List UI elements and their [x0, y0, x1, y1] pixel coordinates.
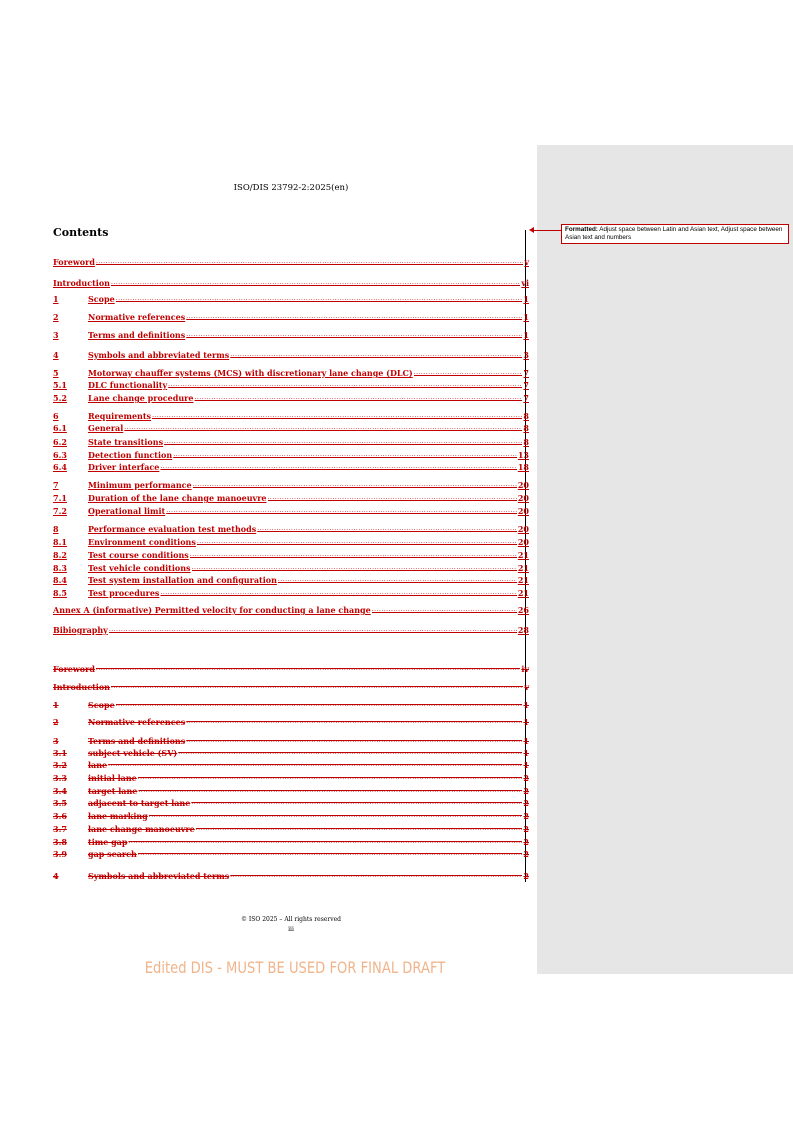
toc-entry-number: 6.4: [53, 462, 67, 472]
comment-arrow-icon: [529, 227, 534, 233]
toc-entry-label: Bibiography: [53, 625, 108, 635]
toc-entry-number: 3.5: [53, 798, 67, 808]
comment-text: Adjust space between Latin and Asian text, Adjust space between Asian text and numbers: [565, 226, 783, 241]
toc-entry-page: 7: [523, 368, 529, 378]
toc-entry-label: Symbols and abbreviated terms: [88, 871, 230, 881]
toc-entry-number: 1: [53, 700, 59, 710]
document-id-header: ISO/DIS 23792-2:2025(en): [233, 183, 349, 193]
toc-leader-dots: [230, 350, 522, 360]
toc-entry-page: iv: [521, 664, 529, 674]
toc-leader-dots: [193, 480, 517, 490]
toc-leader-dots: [164, 437, 522, 447]
toc-entry-number: 8.2: [53, 550, 67, 560]
toc-entry-number: 2: [53, 312, 59, 322]
toc-entry-number: 3: [53, 736, 59, 746]
toc-entry-page: 7: [523, 380, 529, 390]
toc-entry-label: Normative references: [88, 312, 186, 322]
toc-leader-dots: [196, 824, 523, 834]
toc-leader-dots: [111, 682, 523, 692]
toc-entry-label: Requirements: [88, 411, 152, 421]
toc-entry-page: 26: [517, 605, 529, 615]
toc-entry-number: 7.2: [53, 506, 67, 516]
toc-entry-number: 3.7: [53, 824, 67, 834]
toc-leader-dots: [124, 423, 522, 433]
toc-entry-number: 3.2: [53, 760, 67, 770]
toc-entry[interactable]: [53, 449, 529, 460]
toc-deleted-entry[interactable]: [53, 663, 529, 674]
toc-deleted-entry[interactable]: [53, 747, 529, 758]
toc-entry-label: Introduction: [53, 278, 110, 288]
toc-entry-label: Scope: [88, 294, 115, 304]
toc-entry[interactable]: [53, 587, 529, 598]
toc-leader-dots: [178, 748, 522, 758]
toc-entry-page: 1: [523, 312, 529, 322]
toc-entry-label: Scope: [88, 700, 115, 710]
toc-entry-number: 3.9: [53, 849, 67, 859]
toc-entry-page: v: [524, 257, 529, 267]
toc-entry[interactable]: [53, 392, 529, 403]
comment-pane: [537, 145, 793, 974]
toc-leader-dots: [128, 837, 522, 847]
toc-entry-number: 8.1: [53, 537, 67, 547]
toc-entry[interactable]: [53, 549, 529, 560]
toc-leader-dots: [152, 411, 522, 421]
toc-entry[interactable]: [53, 329, 529, 340]
toc-entry-label: Minimum performance: [88, 480, 192, 490]
toc-entry-page: 21: [517, 563, 529, 573]
toc-entry[interactable]: [53, 536, 529, 547]
toc-leader-dots: [192, 563, 517, 573]
toc-leader-dots: [197, 537, 517, 547]
toc-entry-label: target lane: [88, 786, 138, 796]
toc-deleted-entry[interactable]: [53, 716, 529, 727]
toc-entry-page: 3: [523, 350, 529, 360]
toc-entry-page: 20: [517, 506, 529, 516]
toc-leader-dots: [160, 588, 516, 598]
copyright-notice: © ISO 2025 – All rights reserved: [241, 916, 341, 923]
toc-entry-label: time gap: [88, 837, 128, 847]
toc-entry-label: adjacent to target lane: [88, 798, 191, 808]
toc-entry[interactable]: [53, 379, 529, 390]
watermark-text: Edited DIS - MUST BE USED FOR FINAL DRAFT: [144, 958, 446, 977]
toc-entry-page: 2: [523, 773, 529, 783]
toc-entry-number: 3.6: [53, 811, 67, 821]
toc-entry-label: Test course conditions: [88, 550, 189, 560]
toc-leader-dots: [111, 278, 520, 288]
toc-entry-label: Test vehicle conditions: [88, 563, 191, 573]
toc-entry-page: 8: [523, 411, 529, 421]
toc-entry-label: Foreword: [53, 257, 95, 267]
toc-entry-page: 1: [523, 748, 529, 758]
toc-leader-dots: [372, 605, 517, 615]
toc-entry[interactable]: [53, 523, 529, 534]
toc-entry-label: Driver interface: [88, 462, 160, 472]
toc-entry[interactable]: [53, 293, 529, 304]
toc-entry-page: 2: [523, 837, 529, 847]
toc-leader-dots: [116, 700, 523, 710]
toc-entry-number: 6.2: [53, 437, 67, 447]
toc-deleted-entry[interactable]: [53, 848, 529, 859]
toc-leader-dots: [109, 625, 517, 635]
toc-entry-label: lane change manoeuvre: [88, 824, 195, 834]
toc-entry-label: subject vehicle (SV): [88, 748, 178, 758]
toc-entry-page: 7: [523, 393, 529, 403]
toc-entry-label: Test procedures: [88, 588, 160, 598]
toc-deleted-entry[interactable]: [53, 772, 529, 783]
toc-leader-dots: [190, 550, 517, 560]
toc-entry-label: initial lane: [88, 773, 137, 783]
toc-entry-page: 1: [523, 294, 529, 304]
toc-entry[interactable]: [53, 461, 529, 472]
toc-entry-label: Symbols and abbreviated terms: [88, 350, 230, 360]
toc-entry-page: 21: [517, 588, 529, 598]
toc-entry[interactable]: [53, 311, 529, 322]
toc-entry-label: Terms and definitions: [88, 736, 186, 746]
toc-leader-dots: [173, 450, 517, 460]
toc-entry-label: General: [88, 423, 124, 433]
toc-entry[interactable]: [53, 562, 529, 573]
toc-entry-page: 8: [523, 423, 529, 433]
toc-deleted-entry[interactable]: [53, 797, 529, 808]
toc-leader-dots: [230, 871, 522, 881]
comment-label: Formatted:: [565, 226, 598, 233]
toc-leader-dots: [96, 664, 520, 674]
toc-entry-label: Detection function: [88, 450, 173, 460]
toc-entry[interactable]: [53, 256, 529, 267]
toc-entry-label: Normative references: [88, 717, 186, 727]
toc-entry-label: gap search: [88, 849, 137, 859]
comment-connector: [533, 230, 561, 231]
toc-entry-number: 4: [53, 350, 59, 360]
toc-entry-number: 6.1: [53, 423, 67, 433]
toc-entry-number: 8.5: [53, 588, 67, 598]
toc-leader-dots: [186, 330, 522, 340]
toc-entry-page: 13: [517, 450, 529, 460]
toc-entry-page: 20: [517, 493, 529, 503]
toc-entry-number: 3.8: [53, 837, 67, 847]
toc-entry-label: Introduction: [53, 682, 110, 692]
toc-leader-dots: [108, 760, 522, 770]
toc-entry-number: 8.3: [53, 563, 67, 573]
toc-leader-dots: [414, 368, 523, 378]
toc-entry-number: 3.4: [53, 786, 67, 796]
toc-entry-page: 2: [523, 786, 529, 796]
toc-entry-number: 6: [53, 411, 59, 421]
toc-entry-label: Duration of the lane change manoeuvre: [88, 493, 267, 503]
toc-entry[interactable]: [53, 479, 529, 490]
toc-entry[interactable]: [53, 422, 529, 433]
toc-leader-dots: [268, 493, 517, 503]
toc-entry-label: Environment conditions: [88, 537, 196, 547]
toc-entry[interactable]: [53, 277, 529, 288]
toc-entry-page: vi: [521, 278, 529, 288]
toc-entry-label: Performance evaluation test methods: [88, 524, 257, 534]
toc-entry[interactable]: [53, 574, 529, 585]
toc-leader-dots: [138, 773, 523, 783]
toc-entry-number: 7.1: [53, 493, 67, 503]
toc-deleted-entry[interactable]: [53, 759, 529, 770]
toc-entry-page: 1: [523, 717, 529, 727]
toc-entry-page: v: [524, 682, 529, 692]
toc-entry-label: Lane change procedure: [88, 393, 194, 403]
toc-leader-dots: [149, 811, 523, 821]
toc-entry-number: 3.1: [53, 748, 67, 758]
toc-leader-dots: [278, 575, 517, 585]
toc-leader-dots: [191, 798, 522, 808]
toc-entry-number: 8: [53, 524, 59, 534]
toc-entry-page: 21: [517, 550, 529, 560]
toc-deleted-entry[interactable]: [53, 681, 529, 692]
toc-entry-page: 1: [523, 736, 529, 746]
toc-entry-page: 28: [517, 625, 529, 635]
toc-entry-label: Test system installation and configuration: [88, 575, 277, 585]
toc-entry-number: 1: [53, 294, 59, 304]
toc-entry[interactable]: [53, 410, 529, 421]
toc-leader-dots: [166, 506, 517, 516]
toc-entry[interactable]: [53, 367, 529, 378]
toc-leader-dots: [168, 380, 522, 390]
toc-entry-page: 20: [517, 480, 529, 490]
toc-leader-dots: [116, 294, 523, 304]
toc-entry-number: 3: [53, 330, 59, 340]
toc-entry-label: Foreword: [53, 664, 95, 674]
toc-entry[interactable]: [53, 505, 529, 516]
toc-entry-number: 3.3: [53, 773, 67, 783]
toc-leader-dots: [186, 312, 522, 322]
toc-entry-page: 21: [517, 575, 529, 585]
toc-entry[interactable]: [53, 624, 529, 635]
toc-leader-dots: [186, 736, 522, 746]
toc-leader-dots: [138, 786, 522, 796]
formatting-comment[interactable]: [561, 224, 789, 244]
toc-entry-page: 2: [523, 824, 529, 834]
toc-entry-label: lane: [88, 760, 108, 770]
toc-entry-number: 5: [53, 368, 59, 378]
toc-entry-page: 2: [523, 849, 529, 859]
toc-deleted-entry[interactable]: [53, 785, 529, 796]
toc-entry[interactable]: [53, 349, 529, 360]
contents-heading: Contents: [53, 226, 109, 239]
toc-deleted-entry[interactable]: [53, 870, 529, 881]
toc-entry-page: 8: [523, 437, 529, 447]
toc-entry-label: Motorway chauffer systems (MCS) with discretionary lane change (DLC): [88, 368, 413, 378]
toc-entry-label: Terms and definitions: [88, 330, 186, 340]
toc-leader-dots: [160, 462, 516, 472]
page-number: iii: [288, 926, 294, 933]
toc-entry-page: 20: [517, 537, 529, 547]
toc-entry[interactable]: [53, 604, 529, 615]
toc-leader-dots: [186, 717, 522, 727]
toc-entry-label: DLC functionality: [88, 380, 168, 390]
toc-deleted-entry[interactable]: [53, 735, 529, 746]
toc-entry-number: 5.2: [53, 393, 67, 403]
toc-entry[interactable]: [53, 436, 529, 447]
toc-entry-number: 5.1: [53, 380, 67, 390]
toc-entry-label: State transitions: [88, 437, 164, 447]
toc-entry-page: 1: [523, 760, 529, 770]
toc-entry-label: Annex A (informative) Permitted velocity for conducting a lane change: [53, 605, 371, 615]
toc-deleted-entry[interactable]: [53, 699, 529, 710]
toc-deleted-entry[interactable]: [53, 823, 529, 834]
toc-entry-number: 2: [53, 717, 59, 727]
toc-entry[interactable]: [53, 492, 529, 503]
toc-entry-number: 4: [53, 871, 59, 881]
toc-leader-dots: [96, 257, 523, 267]
toc-entry-page: 20: [517, 524, 529, 534]
toc-entry-page: 18: [517, 462, 529, 472]
toc-entry-page: 1: [523, 700, 529, 710]
toc-deleted-entry[interactable]: [53, 810, 529, 821]
toc-entry-page: 2: [523, 811, 529, 821]
toc-leader-dots: [194, 393, 522, 403]
toc-entry-label: lane marking: [88, 811, 148, 821]
toc-entry-number: 7: [53, 480, 59, 490]
toc-entry-number: 8.4: [53, 575, 67, 585]
toc-entry-number: 6.3: [53, 450, 67, 460]
toc-entry-page: 1: [523, 330, 529, 340]
toc-entry-page: 2: [523, 871, 529, 881]
toc-leader-dots: [257, 524, 517, 534]
toc-entry-page: 2: [523, 798, 529, 808]
toc-entry-label: Operational limit: [88, 506, 166, 516]
toc-leader-dots: [138, 849, 523, 859]
toc-deleted-entry[interactable]: [53, 836, 529, 847]
